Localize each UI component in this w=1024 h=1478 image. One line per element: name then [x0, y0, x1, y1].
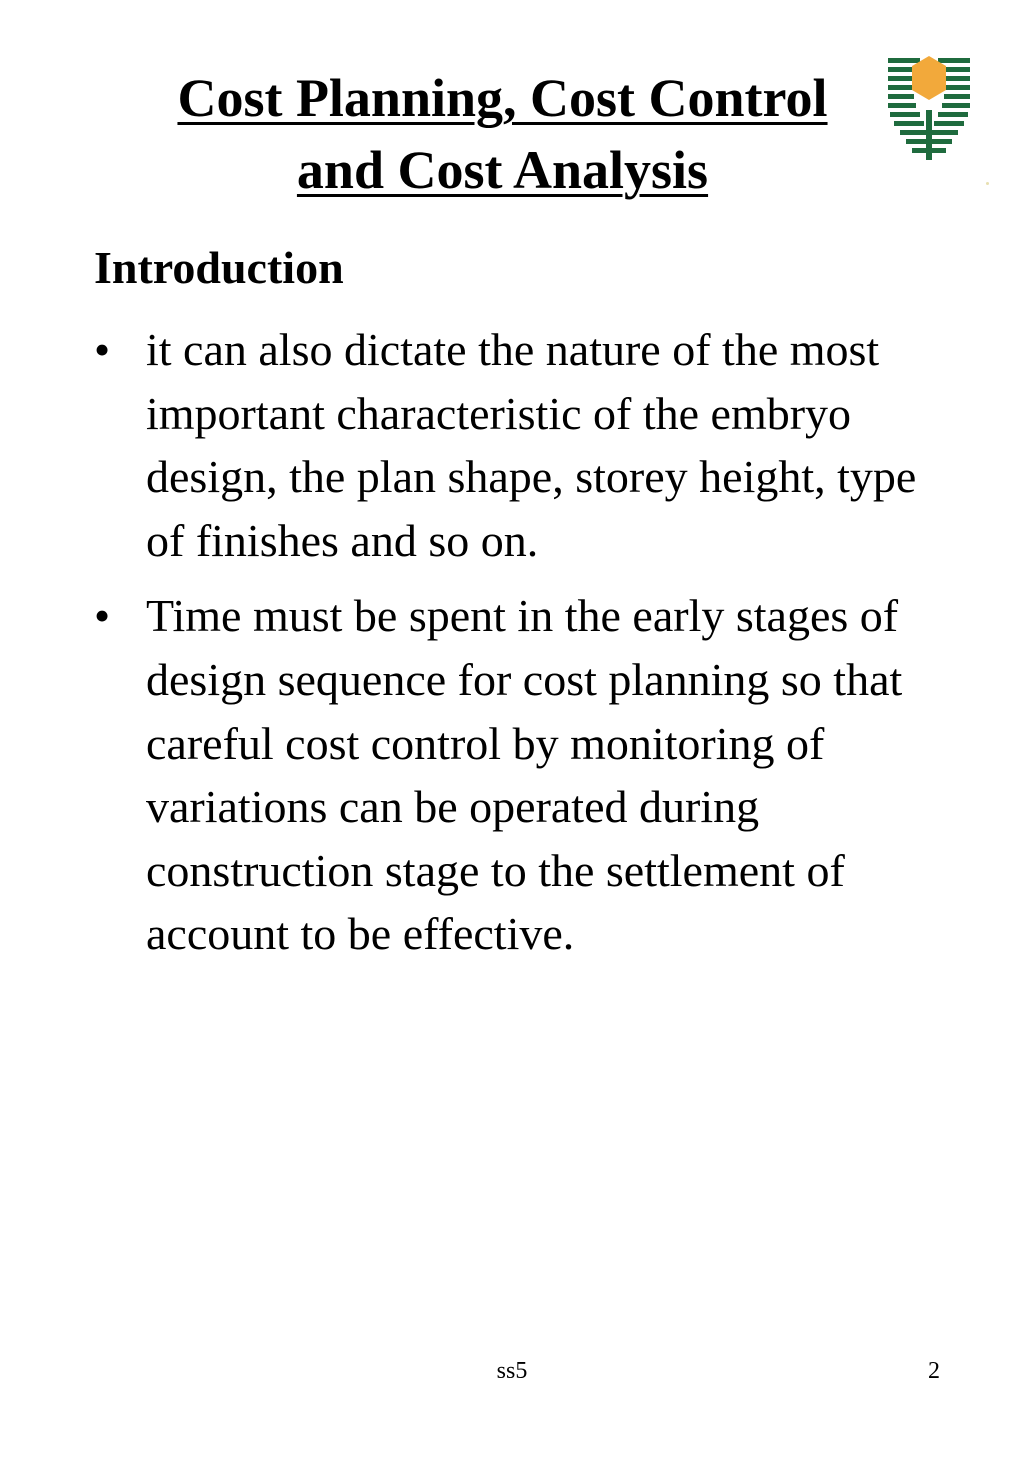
- bullet-glyph: •: [94, 590, 111, 642]
- university-crest-icon: [884, 52, 974, 164]
- slide-title: [130, 62, 875, 206]
- bullet-list: [92, 318, 942, 978]
- bullet-glyph: •: [94, 324, 111, 375]
- page-number: 2: [928, 1358, 940, 1384]
- bullet-text: it can also dictate the nature of the most important characteristic of the embryo design, the plan shape, storey height, type of finishes and so on.: [146, 324, 917, 566]
- bullet-text: Time must be spent in the early stages of design sequence for cost planning so that careful cost control by monitoring of variations can be operated during construction stage to the settlement of account to be effective.: [146, 590, 903, 960]
- bullet-item: [92, 584, 942, 966]
- slide-title-line-1: Cost Planning, Cost Control: [177, 68, 828, 128]
- logo-speck: [986, 182, 989, 185]
- section-heading: Introduction: [94, 242, 344, 293]
- footer-label: ss5: [496, 1358, 528, 1384]
- slide-title-line-2: and Cost Analysis: [296, 140, 709, 200]
- bullet-item: [92, 318, 942, 572]
